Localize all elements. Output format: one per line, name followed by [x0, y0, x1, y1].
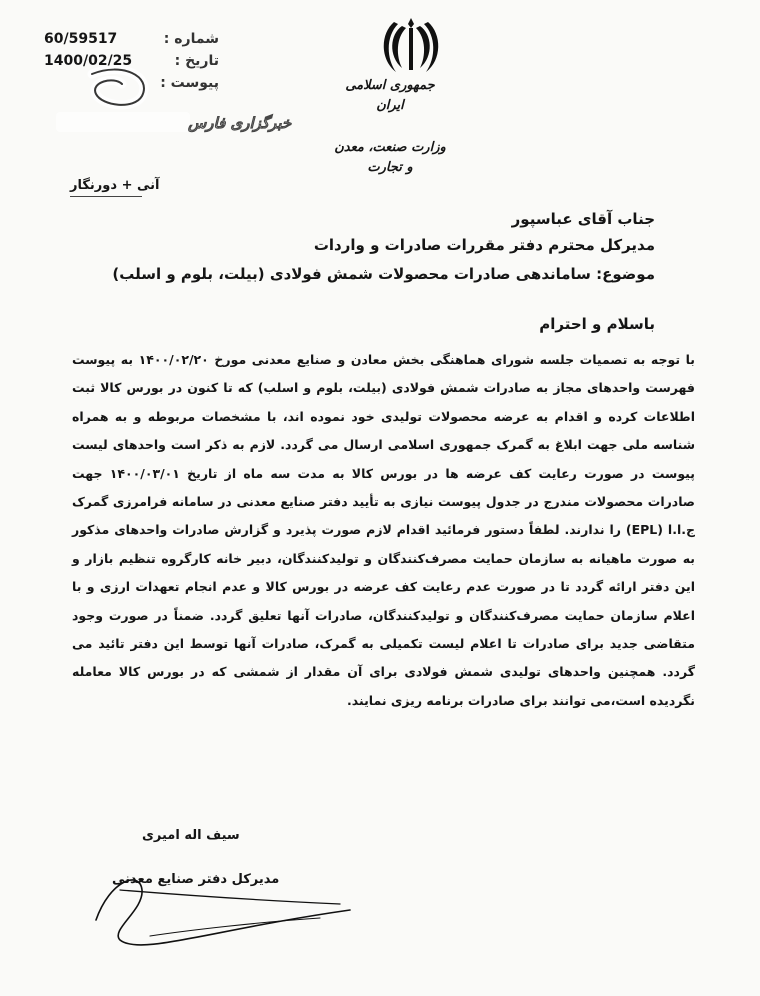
- priority-underline: [70, 196, 142, 197]
- recipient-block: [135, 206, 655, 258]
- reference-number: 60/59517: [44, 31, 118, 47]
- signatory-name: سیف اله امیری: [142, 828, 240, 843]
- letterhead-country: جمهوری اسلامی ایران: [345, 78, 435, 113]
- letterhead: [330, 76, 450, 178]
- recipient-title: مدیرکل محترم دفتر مقررات صادرات و واردات: [313, 236, 655, 254]
- reference-date-label: تاریخ :: [174, 53, 219, 69]
- greeting: باسلام و احترام: [539, 315, 655, 333]
- reference-number-row: [44, 28, 219, 50]
- handwritten-signature: [90, 860, 360, 950]
- reference-number-label: شماره :: [163, 31, 219, 47]
- letterhead-ministry: وزارت صنعت، معدن و تجارت: [334, 140, 446, 175]
- letter-subject: موضوع: ساماندهی صادرات محصولات شمش فولادی (بیلت، بلوم و اسلب): [112, 265, 655, 283]
- reference-date: 1400/02/25: [44, 53, 133, 69]
- watermark-text: خبرگزاری فارس: [188, 114, 292, 132]
- signatory-title: مدیرکل دفتر صنایع معدنی: [112, 872, 280, 887]
- letter-body: با توجه به تصمیات جلسه شورای هماهنگی بخش معادن و صنایع معدنی مورخ ۱۴۰۰/۰۲/۲۰ به پیوست فهرست واحدهای مجاز به صادرات شمش فولادی (بیلت، بلوم و اسلب) که تا کنون در بورس کالا ثبت اطلاعات کرده و اقدام به عرضه محصولات تولیدی خود نموده اند، با مشخصات مربوطه و به همراه شناسه ملی جهت ابلاغ به گمرک جمهوری اسلامی ارسال می گردد. لازم به ذکر است واحدهای لیست پیوست در صورت رعایت کف عرضه ها در بورس کالا به مدت سه ماه از تاریخ ۱۴۰۰/۰۳/۰۱ جهت صادرات محصولات مندرج در جدول پیوست نیازی به تأیید دفتر صنایع معدنی در سامانه فرامرزی گمرک ج.ا.ا (EPL) را ندارند. لطفاً دستور فرمائید اقدام لازم صورت پذیرد و گزارش صادرات واحدهای مذکور به صورت ماهیانه به سازمان حمایت مصرف‌کنندگان و تولیدکنندگان، دبیر خانه کارگروه تنظیم بازار و این دفتر ارائه گردد تا در صورت عدم رعایت کف عرضه در بورس کالا و عدم انجام تعهدات ارزی و با اعلام سازمان حمایت مصرف‌کنندگان و تولیدکنندگان، صادرات آنها تعلیق گردد. ضمناً در صورت وجود متقاضی جدید برای صادرات تا اعلام لیست تکمیلی به گمرک، صادرات آنها توسط این دفتر تائید می گردد. همچنین واحدهای تولیدی شمش فولادی برای آن مقدار از شمشی که در بورس کالا معامله نگردیده است،می توانند برای صادرات برنامه ریزی نمایند.: [72, 352, 695, 708]
- fars-news-watermark: [52, 66, 292, 146]
- recipient-name: جناب آقای عباسپور: [511, 210, 655, 228]
- reference-attachment-label: پیوست :: [160, 75, 219, 91]
- iran-emblem-icon: [376, 14, 446, 76]
- priority-note: آنی + دورنگار: [70, 178, 160, 193]
